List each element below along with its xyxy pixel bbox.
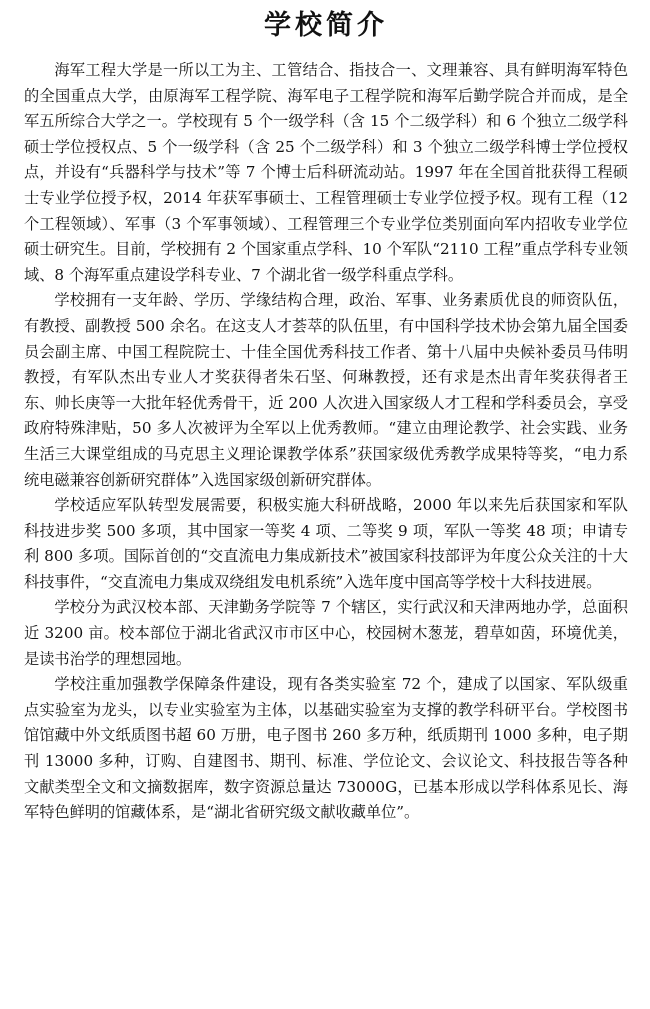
paragraph-faculty: 学校拥有一支年龄、学历、学缘结构合理，政治、军事、业务素质优良的师资队伍，有教授、副教授 500 余名。在这支人才荟萃的队伍里，有中国科学技术协会第九届全国委员会副主席、中国工程院院士、十佳全国优秀科技工作者、第十八届中央候补委员马伟明教授，有军队杰出专业人才奖获得者朱石坚、何琳教授，还有求是杰出青年奖获得者王东、帅长庚等一大批年轻优秀骨干，近 200 人次进入国家级人才工程和学科委员会，享受政府特殊津贴，50 多人次被评为全军以上优秀教师。“建立由理论教学、社会实践、业务生活三大课堂组成的马克思主义理论课教学体系”获国家级优秀教学成果特等奖，“电力系统电磁兼容创新研究群体”入选国家级创新研究群体。 (24, 291, 628, 489)
paragraph-campus: 学校分为武汉校本部、天津勤务学院等 7 个辖区，实行武汉和天津两地办学，总面积近 3200 亩。校本部位于湖北省武汉市市区中心，校园树木葱茏，碧草如茵，环境优美，是读书治学的理想园地。 (24, 598, 628, 668)
document-body (24, 58, 628, 826)
page-title: 学校简介 (264, 10, 388, 41)
paragraph-overview: 海军工程大学是一所以工为主、工管结合、指技合一、文理兼容、具有鲜明海军特色的全国重点大学，由原海军工程学院、海军电子工程学院和海军后勤学院合并而成，是全军五所综合大学之一。学校现有 5 个一级学科（含 15 个二级学科）和 6 个独立二级学科硕士学位授权点、5 个一级学科（含 25 个二级学科）和 3 个独立二级学科博士学位授权点，并设有“兵器科学与技术”等 7 个博士后科研流动站。1997 年在全国首批获得工程硕士专业学位授予权，2014 年获军事硕士、工程管理硕士专业学位授予权。现有工程（12 个工程领域）、军事（3 个军事领域）、工程管理三个专业学位类别面向军内招收专业学位硕士研究生。目前，学校拥有 2 个国家重点学科、10 个军队“2110 工程”重点学科专业领域、8 个海军重点建设学科专业、7 个湖北省一级学科重点学科。 (24, 61, 628, 284)
paragraph-research: 学校适应军队转型发展需要，积极实施大科研战略，2000 年以来先后获国家和军队科技进步奖 500 多项，其中国家一等奖 4 项、二等奖 9 项，军队一等奖 48 项；申请专利 800 多项。国际首创的“交直流电力集成新技术”被国家科技部评为年度公众关注的十大科技事件，“交直流电力集成双绕组发电机系统”入选年度中国高等学校十大科技进展。 (24, 496, 628, 591)
paragraph-facilities: 学校注重加强教学保障条件建设，现有各类实验室 72 个，建成了以国家、军队级重点实验室为龙头，以专业实验室为主体，以基础实验室为支撑的教学科研平台。学校图书馆馆藏中外文纸质图书超 60 万册，电子图书 260 多万种，纸质期刊 1000 多种，电子期刊 13000 多种，订购、自建图书、期刊、标准、学位论文、会议论文、科技报告等各种文献类型全文和文摘数据库，数字资源总量达 73000G，已基本形成以学科体系见长、海军特色鲜明的馆藏体系，是“湖北省研究级文献收藏单位”。 (24, 675, 628, 822)
